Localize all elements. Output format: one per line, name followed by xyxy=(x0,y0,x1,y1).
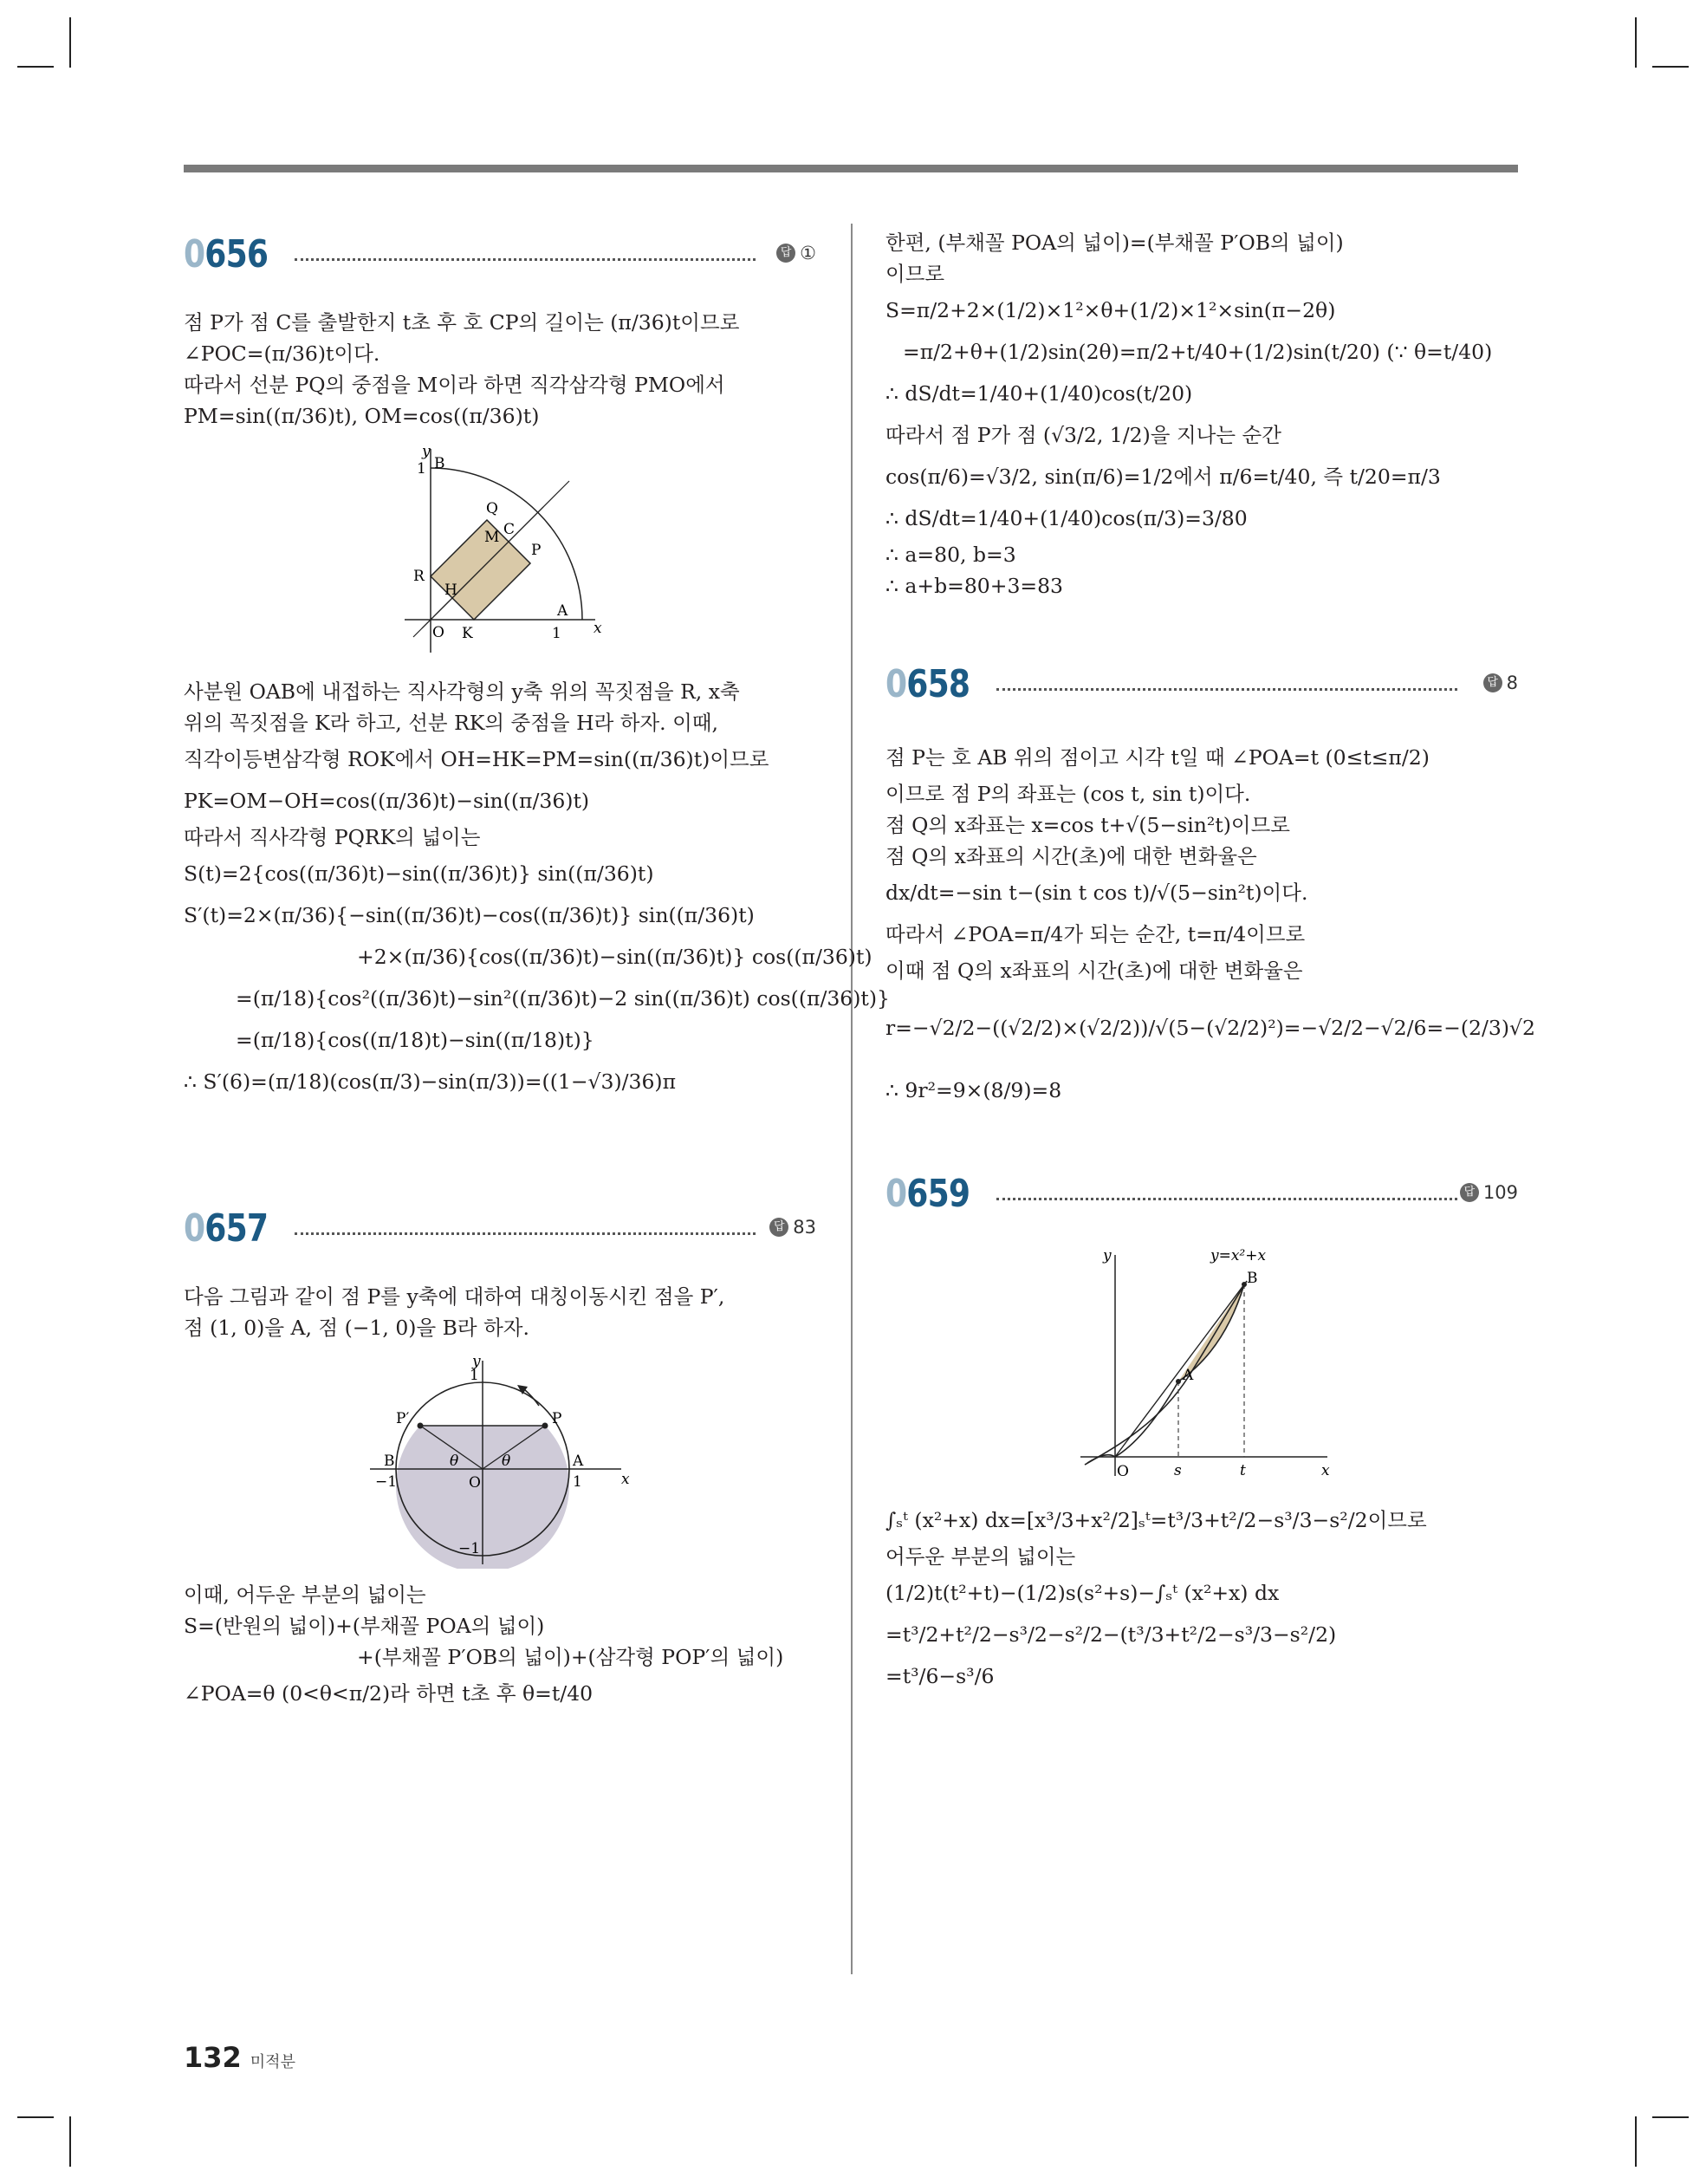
fig-label: O xyxy=(1117,1463,1129,1480)
question-header-656 xyxy=(184,232,816,284)
answer-badge: 답 109 xyxy=(1460,1182,1518,1203)
text-line: 이때, 어두운 부분의 넓이는 xyxy=(184,1583,426,1607)
crop-mark xyxy=(17,66,54,68)
left-column xyxy=(184,232,890,1714)
fig-label: A xyxy=(557,602,568,620)
text-line: =(π/18){cos((π/18)t)−sin((π/18)t)} xyxy=(236,1028,594,1052)
quarter-circle-figure xyxy=(387,440,613,666)
fig-label: y xyxy=(422,443,431,460)
text-line: S′(t)=2×(π/36){−sin((π/36)t)−cos((π/36)t)} sin((π/36)t) xyxy=(184,903,755,927)
parabola-figure xyxy=(1063,1246,1340,1489)
text-line: ∴ 9r²=9×(8/9)=8 xyxy=(885,1078,1062,1102)
text-line: +(부채꼴 P′OB의 넓이)+(삼각형 POP′의 넓이) xyxy=(357,1645,784,1669)
text-line: 위의 꼭짓점을 K라 하고, 선분 RK의 중점을 H라 하자. 이때, xyxy=(184,711,718,735)
fig-label: Q xyxy=(486,500,498,517)
text-line: 직각이등변삼각형 ROK에서 OH=HK=PM=sin((π/36)t)이므로 xyxy=(184,747,769,771)
point-P2 xyxy=(418,1423,424,1429)
text-line: 점 Q의 x좌표는 x=cos t+√(5−sin²t)이므로 xyxy=(885,813,1290,837)
fig-label: x xyxy=(594,620,602,637)
question-header-659 xyxy=(885,1172,1518,1224)
crop-mark xyxy=(1652,2116,1689,2118)
text-line: =π/2+θ+(1/2)sin(2θ)=π/2+t/40+(1/2)sin(t/20) (∵ θ=t/40) xyxy=(903,340,1493,364)
header-bar xyxy=(184,165,1518,172)
text-line: +2×(π/36){cos((π/36)t)−sin((π/36)t)} cos((π/36)t) xyxy=(357,945,872,969)
text-line: S(t)=2{cos((π/36)t)−sin((π/36)t)} sin((π/36)t) xyxy=(184,861,654,886)
text-line: ∴ dS/dt=1/40+(1/40)cos(t/20) xyxy=(885,381,1193,406)
fig-label: O xyxy=(432,624,444,641)
fig-label: x xyxy=(1321,1462,1330,1479)
dotted-leader xyxy=(996,688,1457,691)
dotted-leader xyxy=(295,1232,756,1235)
column-divider xyxy=(851,224,853,1974)
fig-label: B xyxy=(384,1453,395,1470)
answer-badge: 답 8 xyxy=(1483,673,1518,693)
fig-label: R xyxy=(413,568,425,585)
text-line: 사분원 OAB에 내접하는 직사각형의 y축 위의 꼭짓점을 R, x축 xyxy=(184,679,740,704)
text-line: 다음 그림과 같이 점 P를 y축에 대하여 대칭이동시킨 점을 P′, xyxy=(184,1284,725,1309)
answer-icon: 답 xyxy=(1460,1183,1479,1202)
question-header-658 xyxy=(885,662,1518,714)
dotted-leader xyxy=(996,1198,1457,1200)
crop-mark xyxy=(69,17,71,68)
fig-label: M xyxy=(484,529,500,546)
page-number: 132 xyxy=(184,2041,242,2074)
text-line: 따라서 점 P가 점 (√3/2, 1/2)을 지나는 순간 xyxy=(885,423,1281,447)
crop-mark xyxy=(1635,17,1637,68)
fig-label: O xyxy=(469,1474,481,1492)
chord-AB xyxy=(1115,1284,1244,1457)
text-line: 점 P가 점 C를 출발한지 t초 후 호 CP의 길이는 (π/36)t이므로 xyxy=(184,310,740,335)
fig-label: 1 xyxy=(470,1367,479,1384)
text-line: 어두운 부분의 넓이는 xyxy=(885,1544,1076,1569)
text-line: ∴ a+b=80+3=83 xyxy=(885,574,1063,598)
answer-badge: 답 83 xyxy=(769,1217,816,1238)
text-line: 이므로 xyxy=(885,262,945,286)
unit-circle-figure xyxy=(361,1352,639,1569)
fig-label: A xyxy=(573,1453,584,1470)
fig-label: θ xyxy=(502,1453,511,1470)
crop-mark xyxy=(17,2116,54,2118)
answer-icon: 답 xyxy=(1483,673,1502,692)
text-line: ∠POA=θ (0<θ<π/2)라 하면 t초 후 θ=t/40 xyxy=(184,1681,594,1706)
point-P xyxy=(542,1423,548,1429)
text-line: PK=OM−OH=cos((π/36)t)−sin((π/36)t) xyxy=(184,789,590,813)
text-line: 따라서 직사각형 PQRK의 넓이는 xyxy=(184,825,481,849)
crop-mark xyxy=(1652,66,1689,68)
fig-label: y xyxy=(1103,1247,1112,1264)
fig-label: K xyxy=(462,625,473,642)
fig-label: B xyxy=(1247,1270,1258,1287)
text-line: =(π/18){cos²((π/36)t)−sin²((π/36)t)−2 sin((π/36)t) cos((π/36)t)} xyxy=(236,986,890,1011)
fig-label: C xyxy=(503,521,516,538)
answer-icon: 답 xyxy=(776,244,795,263)
text-line: (1/2)t(t²+t)−(1/2)s(s²+s)−∫ₛᵗ (x²+x) dx xyxy=(885,1581,1280,1605)
text-line: ∫ₛᵗ (x²+x) dx=[x³/3+x²/2]ₛᵗ=t³/3+t²/2−s³/3−s²/2이므로 xyxy=(885,1508,1427,1532)
dotted-leader xyxy=(295,258,756,261)
point-A xyxy=(1176,1379,1181,1384)
crop-mark xyxy=(69,2116,71,2167)
question-number: 0659 xyxy=(885,1172,970,1216)
text-line: 이때 점 Q의 x좌표의 시간(초)에 대한 변화율은 xyxy=(885,959,1303,983)
text-line: ∴ dS/dt=1/40+(1/40)cos(π/3)=3/80 xyxy=(885,506,1248,530)
fig-label: y xyxy=(472,1353,481,1370)
text-line: PM=sin((π/36)t), OM=cos((π/36)t) xyxy=(184,404,540,428)
parabola xyxy=(1085,1281,1247,1465)
fig-label: 1 xyxy=(552,625,561,642)
fig-label: P xyxy=(552,1410,562,1427)
question-number: 0657 xyxy=(184,1206,269,1251)
text-line: 따라서 선분 PQ의 중점을 M이라 하면 직각삼각형 PMO에서 xyxy=(184,373,725,397)
page-footer xyxy=(184,2041,295,2074)
fig-label: t xyxy=(1240,1462,1246,1479)
fig-label: A xyxy=(1183,1367,1194,1384)
text-line: 점 Q의 x좌표의 시간(초)에 대한 변화율은 xyxy=(885,844,1257,868)
fig-label: x xyxy=(621,1471,630,1488)
question-header-657 xyxy=(184,1206,816,1258)
right-column xyxy=(885,227,1535,1697)
question-number: 0656 xyxy=(184,232,269,276)
curve xyxy=(1087,1284,1244,1463)
text-line: ∠POC=(π/36)t이다. xyxy=(184,341,380,366)
text-line: 점 (1, 0)을 A, 점 (−1, 0)을 B라 하자. xyxy=(184,1316,529,1340)
fig-label: y=x²+x xyxy=(1210,1247,1267,1264)
answer-badge: 답 ① xyxy=(776,243,816,263)
answer-icon: 답 xyxy=(769,1218,788,1237)
text-line: =t³/6−s³/6 xyxy=(885,1664,995,1688)
fig-label: 1 xyxy=(417,460,426,478)
fig-label: P′ xyxy=(396,1410,410,1427)
fig-label: B xyxy=(434,455,445,472)
text-line: S=(반원의 넓이)+(부채꼴 POA의 넓이) xyxy=(184,1614,545,1638)
fig-label: θ xyxy=(450,1453,459,1470)
fig-label: −1 xyxy=(375,1473,398,1491)
fig-label: 1 xyxy=(573,1473,582,1491)
text-line: =t³/2+t²/2−s³/2−s²/2−(t³/3+t²/2−s³/3−s²/2) xyxy=(885,1622,1337,1647)
text-line: ∴ S′(6)=(π/18)(cos(π/3)−sin(π/3))=((1−√3)/36)π xyxy=(184,1069,677,1094)
fig-label: H xyxy=(444,582,457,599)
crop-mark xyxy=(1635,2116,1637,2167)
fig-label: −1 xyxy=(458,1540,481,1557)
question-number: 0658 xyxy=(885,662,970,706)
text-line: ∴ a=80, b=3 xyxy=(885,543,1016,567)
text-line: dx/dt=−sin t−(sin t cos t)/√(5−sin²t)이다. xyxy=(885,881,1308,905)
text-line: S=π/2+2×(1/2)×1²×θ+(1/2)×1²×sin(π−2θ) xyxy=(885,298,1336,322)
page-subject: 미적분 xyxy=(250,2053,295,2071)
text-line: r=−√2/2−((√2/2)×(√2/2))/√(5−(√2/2)²)=−√2/2−√2/6=−(2/3)√2 xyxy=(885,1016,1535,1040)
text-line: 이므로 점 P의 좌표는 (cos t, sin t)이다. xyxy=(885,782,1251,806)
fig-label: s xyxy=(1174,1462,1182,1479)
text-line: 한편, (부채꼴 POA의 넓이)=(부채꼴 P′OB의 넓이) xyxy=(885,231,1344,255)
text-line: 따라서 ∠POA=π/4가 되는 순간, t=π/4이므로 xyxy=(885,922,1306,946)
fig-label: P xyxy=(531,542,542,559)
text-line: 점 P는 호 AB 위의 점이고 시각 t일 때 ∠POA=t (0≤t≤π/2) xyxy=(885,745,1430,770)
text-line: cos(π/6)=√3/2, sin(π/6)=1/2에서 π/6=t/40, 즉 t/20=π/3 xyxy=(885,465,1441,489)
